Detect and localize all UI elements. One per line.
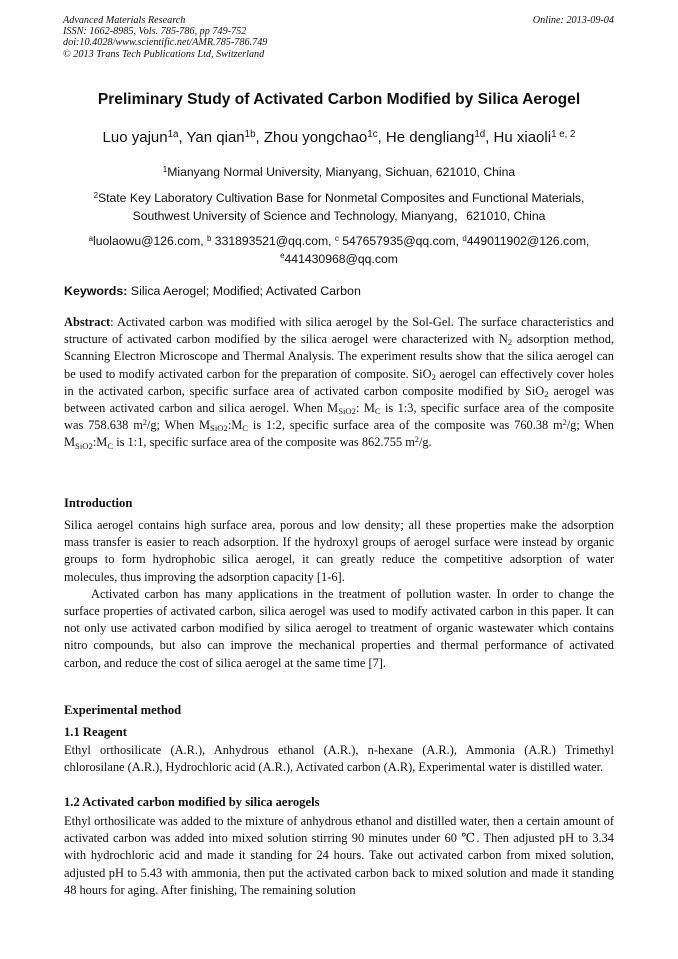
email-text: 441430968@qq.com <box>284 251 398 266</box>
introduction-heading: Introduction <box>64 496 133 510</box>
author-affil-sup: 1a <box>167 128 179 140</box>
affiliation-2 <box>0 190 678 225</box>
email-sup: c <box>334 233 339 243</box>
paragraph: Silica aerogel contains high surface area, porous and low density; all these properties make the adsorption mass transfer is easier to reach adsorption. If the hydroxyl groups of aerogel surface were instead by organic groups to form hydrophobic silica aerogel, it can greatly reduce the competitive adsorption of water molecules, thus improving the adsorption capacity [1-6]. <box>64 518 614 584</box>
abstract-text: /g. <box>418 435 432 450</box>
subscript: 2 <box>544 388 549 399</box>
abstract-text: is 1:1, specific surface area of the composite was 862.755 m <box>113 435 415 450</box>
introduction-body <box>64 517 614 672</box>
subscript: C <box>107 440 114 451</box>
keywords-label: Keywords: <box>64 284 128 298</box>
subscript: 2 <box>431 371 436 382</box>
abstract-text: : M <box>356 401 375 416</box>
modification-paragraph: Ethyl orthosilicate was added to the mixture of anhydrous ethanol and distilled water, then a certain amount of activated carbon was added into mixed solution stirring 90 minutes under 60 ℃. Then adjusted pH to 3.34 with hydrochloric acid and made it standing for 24 hours. Take out activated carbon from mixed solution, adjusted pH to 5.43 with ammonia, then put the activated carbon back to mixed solution and made it standing 48 hours for aging. After finishing, The remaining solution <box>64 814 614 897</box>
subscript: 2 <box>507 337 513 348</box>
email-text: 331893521@qq.com, <box>211 234 335 248</box>
journal-header <box>63 15 267 60</box>
copyright-line: © 2013 Trans Tech Publications Ltd, Switzerland <box>63 48 265 60</box>
author-name: Hu xiaoli <box>493 129 552 146</box>
author-list <box>0 129 678 146</box>
subscript: SiO2 <box>338 406 357 417</box>
abstract-label: Abstract <box>64 315 111 329</box>
abstract-text: aerogel was between activated carbon and silica aerogel. When M <box>64 383 614 416</box>
email-text: 547657935@qq.com, <box>338 234 463 248</box>
abstract-text: /g; When M <box>146 418 210 433</box>
author-separator: , <box>178 129 187 146</box>
reagent-paragraph: Ethyl orthosilicate (A.R.), Anhydrous ethanol (A.R.), n-hexane (A.R.), Ammonia (A.R.) Trimethyl chlorosilane (A.R.), Hydrochloric acid (A.R.), Activated carbon (A.R), Experimental water is distilled water. <box>64 743 614 775</box>
subscript: C <box>242 423 249 434</box>
subsection-heading: 1.1 Reagent <box>64 725 127 739</box>
abstract-text: : Activated carbon was modified with silica aerogel by the Sol-Gel. The surface characteristics and structure of activated carbon modified by the silica aerogel were characterized with N <box>64 315 614 347</box>
paper-title: Preliminary Study of Activated Carbon Modified by Silica Aerogel <box>97 91 581 108</box>
abstract-text: /g; When M <box>64 418 615 450</box>
abstract-text: :M <box>227 418 243 433</box>
email-text: 449011902@126.com, <box>466 234 590 248</box>
affil-text: State Key Laboratory Cultivation Base for Nonmetal Composites and Functional Materials, <box>98 191 585 205</box>
superscript: 2 <box>414 435 419 444</box>
keywords-text: Silica Aerogel; Modified; Activated Carbon <box>127 284 361 298</box>
superscript: 2 <box>562 417 567 427</box>
abstract-text: aerogel can effectively cover holes in the activated carbon, specific surface area of activated carbon composite modified by SiO <box>64 366 614 398</box>
subscript: SiO2 <box>75 440 93 451</box>
abstract <box>64 314 614 452</box>
email-text: luolaowu@126.com, <box>93 234 207 248</box>
author-name: Zhou yongchao <box>263 129 368 146</box>
author-name: He dengliang <box>385 129 475 146</box>
issn-line: ISSN: 1662-8985, Vols. 785-786, pp 749-752 <box>63 26 247 38</box>
doi-line: doi:10.4028/www.scientific.net/AMR.785-786.749 <box>63 37 268 49</box>
author-affil-sup: 1 e, 2 <box>551 128 576 140</box>
journal-name: Advanced Materials Research <box>63 15 186 26</box>
email-sup: e <box>280 251 285 261</box>
online-date: Online: 2013-09-04 <box>532 15 614 26</box>
author-affil-sup: 1c <box>367 128 378 140</box>
subscript: C <box>374 406 381 417</box>
abstract-text: is 1:3, specific surface area of the composite was 758.638 m <box>64 401 614 433</box>
affil-sup: 2 <box>93 190 98 200</box>
email-sup: d <box>462 233 467 243</box>
email-sup: a <box>88 233 93 243</box>
superscript: 2 <box>142 417 147 427</box>
author-separator: , <box>255 129 264 146</box>
subscript: SiO2 <box>210 423 228 434</box>
author-name: Yan qian <box>186 129 245 146</box>
author-separator: , <box>485 129 494 146</box>
subsection-heading: 1.2 Activated carbon modified by silica aerogels <box>64 795 320 809</box>
affil-sup: 1 <box>162 164 168 174</box>
author-separator: , <box>377 129 386 146</box>
author-name: Luo yajun <box>102 129 168 146</box>
author-affil-sup: 1b <box>244 128 256 140</box>
author-emails <box>0 233 678 268</box>
author-affil-sup: 1d <box>474 128 486 140</box>
affil-text: Mianyang Normal University, Mianyang, Sichuan, 621010, China <box>167 165 516 179</box>
keywords <box>64 284 361 298</box>
email-sup: b <box>207 233 212 243</box>
paragraph: Activated carbon has many applications in the treatment of pollution waster. In order to change the surface properties of activated carbon, silica aerogel was used to modify activated carbon in this paper. It can not only use activated carbon modified by silica aerogel to treatment of organic wastewater which contains nitro compounds, but also can improve the mechanical properties and thermal performance of activated carbon, and reduce the cost of silica aerogel at the same time [7]. <box>64 586 614 670</box>
abstract-text: is 1:2, specific surface area of the composite was 760.38 m <box>248 418 563 433</box>
affiliation-1 <box>0 164 678 182</box>
experimental-heading: Experimental method <box>64 703 182 717</box>
abstract-text: adsorption method, Scanning Electron Microscope and Thermal Analysis. The experiment results show that the silica aerogel can be used to modify activated carbon for the preparation of composite. SiO <box>64 332 614 381</box>
affil-text: Southwest University of Science and Technology, Mianyang，621010, China <box>132 208 546 223</box>
abstract-text: :M <box>92 435 108 450</box>
